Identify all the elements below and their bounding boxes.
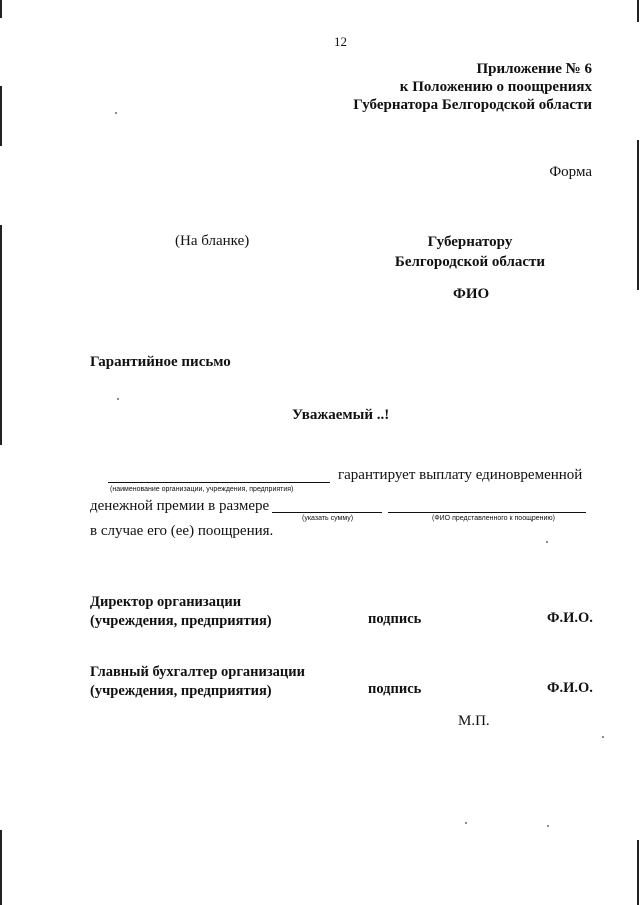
scan-speck — [117, 398, 119, 400]
scan-speck — [465, 822, 467, 824]
salutation: Уважаемый ..! — [292, 407, 390, 423]
letterhead-note: (На бланке) — [175, 233, 250, 249]
accountant-label — [90, 663, 305, 701]
accountant-fio: Ф.И.О. — [547, 680, 593, 696]
scan-speck — [546, 541, 548, 543]
fio-caption: (ФИО представленного к поощрению) — [432, 515, 555, 522]
scan-edge-mark-left-low — [0, 225, 2, 445]
director-line-2: (учреждения, предприятия) — [90, 613, 272, 629]
fio-blank-line — [388, 512, 586, 513]
director-signature: подпись — [368, 611, 422, 627]
scan-edge-mark-right-top — [637, 0, 639, 22]
scan-speck — [115, 112, 117, 114]
scan-edge-mark-left-mid — [0, 86, 2, 146]
sum-blank-line — [272, 512, 382, 513]
org-name-caption: (наименование организации, учреждения, предприятия) — [110, 486, 294, 493]
scan-speck — [547, 825, 549, 827]
guarantee-text: гарантирует выплату единовременной — [338, 467, 583, 483]
accountant-line-2: (учреждения, предприятия) — [90, 683, 272, 699]
scan-edge-mark-left-top — [0, 0, 2, 18]
director-fio: Ф.И.О. — [547, 610, 593, 626]
premium-text: денежной премии в размере — [90, 498, 270, 514]
org-name-blank-line — [108, 482, 330, 483]
addressee-line-2: Белгородской области — [394, 254, 546, 270]
form-label: Форма — [549, 164, 592, 180]
scan-speck — [602, 736, 604, 738]
appendix-line-2: к Положению о поощрениях — [399, 79, 592, 95]
addressee-block — [380, 232, 560, 272]
appendix-line-3: Губернатора Белгородской области — [353, 97, 592, 113]
appendix-header — [330, 60, 592, 114]
accountant-line-1: Главный бухгалтер организации — [90, 664, 306, 680]
director-line-1: Директор организации — [90, 594, 242, 610]
appendix-line-1: Приложение № 6 — [476, 61, 592, 77]
letter-title: Гарантийное письмо — [90, 354, 231, 370]
addressee-name: ФИО — [453, 286, 490, 302]
case-text: в случае его (ее) поощрения. — [90, 523, 274, 539]
page-number: 12 — [334, 34, 347, 49]
scan-edge-mark-left-bottom — [0, 830, 2, 905]
stamp-place: М.П. — [458, 713, 490, 729]
director-label — [90, 593, 272, 631]
accountant-signature: подпись — [368, 681, 422, 697]
addressee-line-1: Губернатору — [427, 234, 513, 250]
sum-caption: (указать сумму) — [302, 515, 354, 522]
scan-edge-mark-right-bottom — [637, 840, 639, 905]
scan-edge-mark-right-mid — [637, 140, 639, 290]
